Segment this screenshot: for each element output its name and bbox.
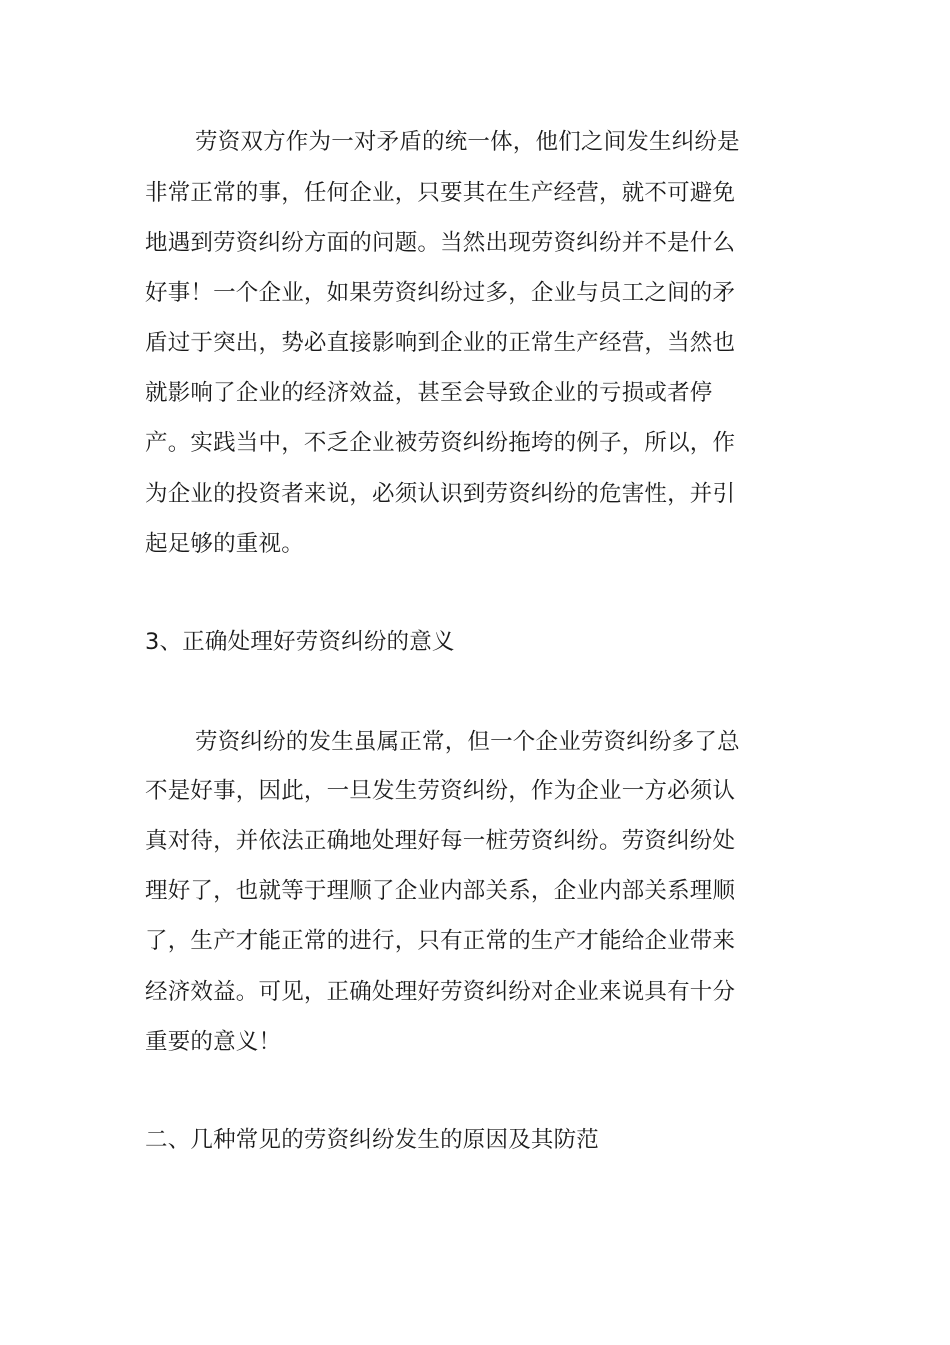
paragraph-1-line-3: 地遇到劳资纠纷方面的问题。当然出现劳资纠纷并不是什么 [145, 230, 736, 256]
section-heading-2: 二、几种常见的劳资纠纷发生的原因及其防范 [145, 1127, 600, 1153]
paragraph-2-line-6: 经济效益。可见，正确处理好劳资纠纷对企业来说具有十分 [145, 979, 736, 1005]
paragraph-1-line-1: 劳资双方作为一对矛盾的统一体，他们之间发生纠纷是 [195, 129, 740, 155]
paragraph-1-line-8: 为企业的投资者来说，必须认识到劳资纠纷的危害性，并引 [145, 481, 736, 507]
paragraph-1-line-9: 起足够的重视。 [145, 531, 304, 557]
paragraph-2-line-3: 真对待，并依法正确地处理好每一桩劳资纠纷。劳资纠纷处 [145, 828, 736, 854]
paragraph-1-line-6: 就影响了企业的经济效益，甚至会导致企业的亏损或者停 [145, 380, 713, 406]
paragraph-2-line-2: 不是好事，因此，一旦发生劳资纠纷，作为企业一方必须认 [145, 778, 736, 804]
paragraph-1-line-7: 产。实践当中，不乏企业被劳资纠纷拖垮的例子，所以，作 [145, 430, 736, 456]
paragraph-2-line-4: 理好了，也就等于理顺了企业内部关系，企业内部关系理顺 [145, 878, 736, 904]
paragraph-1-line-5: 盾过于突出，势必直接影响到企业的正常生产经营，当然也 [145, 330, 736, 356]
paragraph-1-line-4: 好事！一个企业，如果劳资纠纷过多，企业与员工之间的矛 [145, 280, 736, 306]
paragraph-2-line-7: 重要的意义！ [145, 1029, 282, 1055]
paragraph-1-line-2: 非常正常的事，任何企业，只要其在生产经营，就不可避免 [145, 180, 736, 206]
section-heading-3: 3、正确处理好劳资纠纷的意义 [145, 629, 455, 655]
paragraph-2-line-1: 劳资纠纷的发生虽属正常，但一个企业劳资纠纷多了总 [195, 729, 740, 755]
paragraph-2-line-5: 了，生产才能正常的进行，只有正常的生产才能给企业带来 [145, 928, 736, 954]
